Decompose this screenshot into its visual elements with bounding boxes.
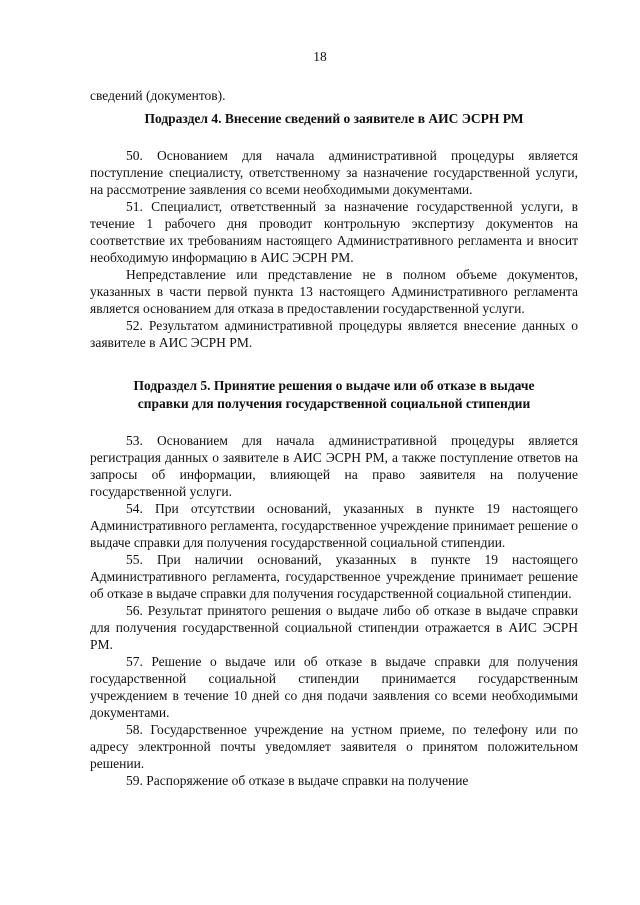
paragraph-51: 51. Специалист, ответственный за назначение государственной услуги, в течение 1 рабочего дня проводит контрольную экспертизу документов на соответствие их требованиям настоящего Административного регламента и вносит необходимую информацию в АИС ЭСРН РМ. [90, 199, 578, 265]
paragraph-58: 58. Государственное учреждение на устном приеме, по телефону или по адресу электронной почты уведомляет заявителя о принятом положительном решении. [90, 722, 578, 771]
paragraph-50: 50. Основанием для начала административной процедуры является поступление специалисту, ответственному за назначение государственной услуги, на рассмотрение заявления со всеми необходимыми документами. [90, 148, 578, 197]
paragraph-54: 54. При отсутствии оснований, указанных в пункте 19 настоящего Административного регламента, государственное учреждение принимает решение о выдаче справки для получения государственной социальной стипендии. [90, 501, 578, 550]
section-5-heading-line-1: Подраздел 5. Принятие решения о выдаче или об отказе в выдаче [133, 378, 535, 393]
paragraph-51-note: Непредставление или представление не в полном объеме документов, указанных в части первой пункта 13 настоящего Административного регламента является основанием для отказа в предоставлении государственной услуги. [90, 267, 578, 316]
spacer [90, 128, 578, 147]
spacer [90, 413, 578, 432]
section-4-heading: Подраздел 4. Внесение сведений о заявителе в АИС ЭСРН РМ [144, 111, 524, 126]
paragraph-53: 53. Основанием для начала административной процедуры является регистрация данных о заявителе в АИС ЭСРН РМ, а также поступление ответов на запросы об информации, влияющей на право заявителя на получение государственной услуги. [90, 433, 578, 499]
lead-text: сведений (документов). [90, 88, 226, 103]
document-body [90, 87, 578, 789]
section-5-heading-line-2: справки для получения государственной социальной стипендии [137, 396, 531, 411]
paragraph-56: 56. Результат принятого решения о выдаче либо об отказе в выдаче справки для получения государственной социальной стипендии отражается в АИС ЭСРН РМ. [90, 603, 578, 652]
paragraph-52: 52. Результатом административной процедуры является внесение данных о заявителе в АИС ЭСРН РМ. [90, 318, 578, 350]
paragraph-57: 57. Решение о выдаче или об отказе в выдаче справки для получения государственной социальной стипендии принимается государственным учреждением в течение 10 дней со дня подачи заявления со всеми необходимыми документами. [90, 654, 578, 720]
paragraph-55: 55. При наличии оснований, указанных в пункте 19 настоящего Административного регламента, государственное учреждение принимает решение об отказе в выдаче справки для получения государственной социальной стипендии. [90, 552, 578, 601]
page-number: 18 [313, 49, 327, 64]
section-5-heading [90, 377, 578, 413]
paragraph-59: 59. Распоряжение об отказе в выдаче справки на получение [126, 773, 469, 788]
spacer [90, 351, 578, 377]
